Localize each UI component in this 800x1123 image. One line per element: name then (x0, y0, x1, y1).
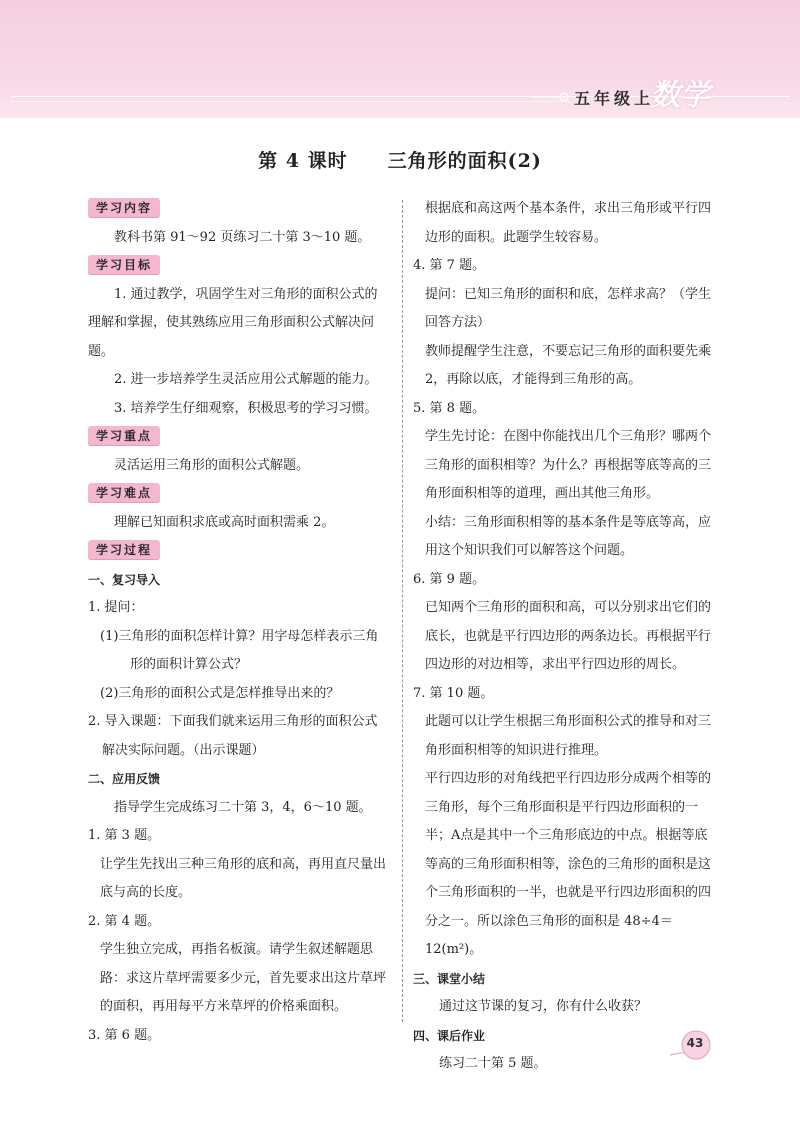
exercise-4-question: 提问：已知三角形的面积和底，怎样求高？（学生回答方法） (425, 286, 712, 330)
exercise-6-text: 已知两个三角形的面积和高，可以分别求出它们的底长，也就是平行四边形的两条边长。再根据平行四边形的对边相等，求出平行四边形的周长。 (425, 600, 712, 672)
summary-text: 通过这节课的复习，你有什么收获？ (439, 999, 648, 1014)
section-review: 一、复习导入 (88, 572, 161, 587)
right-column (413, 195, 715, 1079)
exercise-3-text: 根据底和高这两个基本条件，求出三角形或平行四边形的面积。此题学生较容易。 (425, 201, 712, 245)
exercise-7: 7. 第 10 题。 (413, 685, 494, 701)
exercise-1-text: 让学生先找出三种三角形的底和高，再用直尺量出底与高的长度。 (100, 856, 387, 900)
tag-goals: 学习目标 (88, 255, 160, 275)
section-homework: 四、课后作业 (413, 1028, 486, 1043)
apply-intro: 指导学生完成练习二十第 3，4，6～10 题。 (114, 799, 372, 815)
goal-3: 3. 培养学生仔细观察，积极思考的学习习惯。 (114, 400, 378, 416)
content-text: 教科书第 91～92 页练习二十第 3～10 题。 (114, 229, 371, 245)
exercise-2-text: 学生独立完成，再指名板演。请学生叙述解题思路：求这片草坪需要多少元，首先要求出这片草坪的面积，再用每平方米草坪的价格乘面积。 (100, 942, 387, 1014)
question-2: 2. 导入课题：下面我们就来运用三角形的面积公式解决实际问题。（出示课题） (88, 714, 378, 758)
question-1a: (1)三角形的面积怎样计算？用字母怎样表示三角形的面积计算公式？ (100, 628, 379, 672)
ornament-icon (532, 90, 572, 104)
exercise-5: 5. 第 8 题。 (413, 400, 486, 416)
exercise-6: 6. 第 9 题。 (413, 571, 486, 587)
difficulty-text: 理解已知面积求底或高时面积需乘 2。 (114, 514, 335, 530)
exercise-4-note: 教师提醒学生注意，不要忘记三角形的面积要先乘 2，再除以底，才能得到三角形的高。 (425, 343, 712, 387)
tag-content: 学习内容 (88, 198, 160, 218)
subject-logo: 数学 (650, 78, 710, 113)
goal-2: 2. 进一步培养学生灵活应用公式解题的能力。 (114, 372, 378, 387)
exercise-5-discussion: 学生先讨论：在图中你能找出几个三角形？哪两个三角形的面积相等？为什么？再根据等底等高的三角形面积相等的道理，画出其他三角形。 (425, 429, 712, 501)
homework-text: 练习二十第 5 题。 (439, 1056, 547, 1071)
tag-process: 学习过程 (88, 540, 160, 560)
goal-1: 1. 通过教学，巩固学生对三角形的面积公式的理解和掌握，使其熟练应用三角形面积公式解决问题。 (88, 286, 378, 359)
question-1b: (2)三角形的面积公式是怎样推导出来的？ (100, 685, 340, 701)
exercise-4: 4. 第 7 题。 (413, 258, 486, 273)
grade-label: 五年级上 (574, 89, 655, 108)
page-number: 43 (686, 1036, 704, 1050)
exercise-7-reasoning: 平行四边形的对角线把平行四边形分成两个相等的三角形，每个三角形面积是平行四边形面积的一半；A点是其中一个三角形底边的中点。根据等底等高的三角形面积相等，涂色的三角形的面积是这个三角形面积的一半，也就是平行四边形面积的四分之一。所以涂色三角形的面积是 48÷4＝12(m²)。 (425, 771, 712, 957)
column-divider (402, 200, 403, 1022)
lesson-title: 第 4 课时 三角形的面积(2) (258, 150, 542, 172)
exercise-2: 2. 第 4 题。 (88, 913, 161, 929)
exercise-7-intro: 此题可以让学生根据三角形面积公式的推导和对三角形面积相等的知识进行推理。 (425, 714, 712, 758)
tag-difficulty: 学习难点 (88, 483, 160, 503)
exercise-1: 1. 第 3 题。 (88, 828, 161, 843)
exercise-3: 3. 第 6 题。 (88, 1027, 161, 1043)
exercise-5-summary: 小结：三角形面积相等的基本条件是等底等高，应用这个知识我们可以解答这个问题。 (425, 514, 712, 558)
page-header (0, 0, 800, 118)
left-column (88, 195, 390, 1050)
question-1: 1. 提问： (88, 600, 144, 615)
tag-key: 学习重点 (88, 426, 160, 446)
section-apply: 二、应用反馈 (88, 772, 161, 786)
key-text: 灵活运用三角形的面积公式解题。 (114, 457, 310, 473)
header-rule-thin (10, 101, 570, 102)
section-summary: 三、课堂小结 (413, 971, 486, 986)
